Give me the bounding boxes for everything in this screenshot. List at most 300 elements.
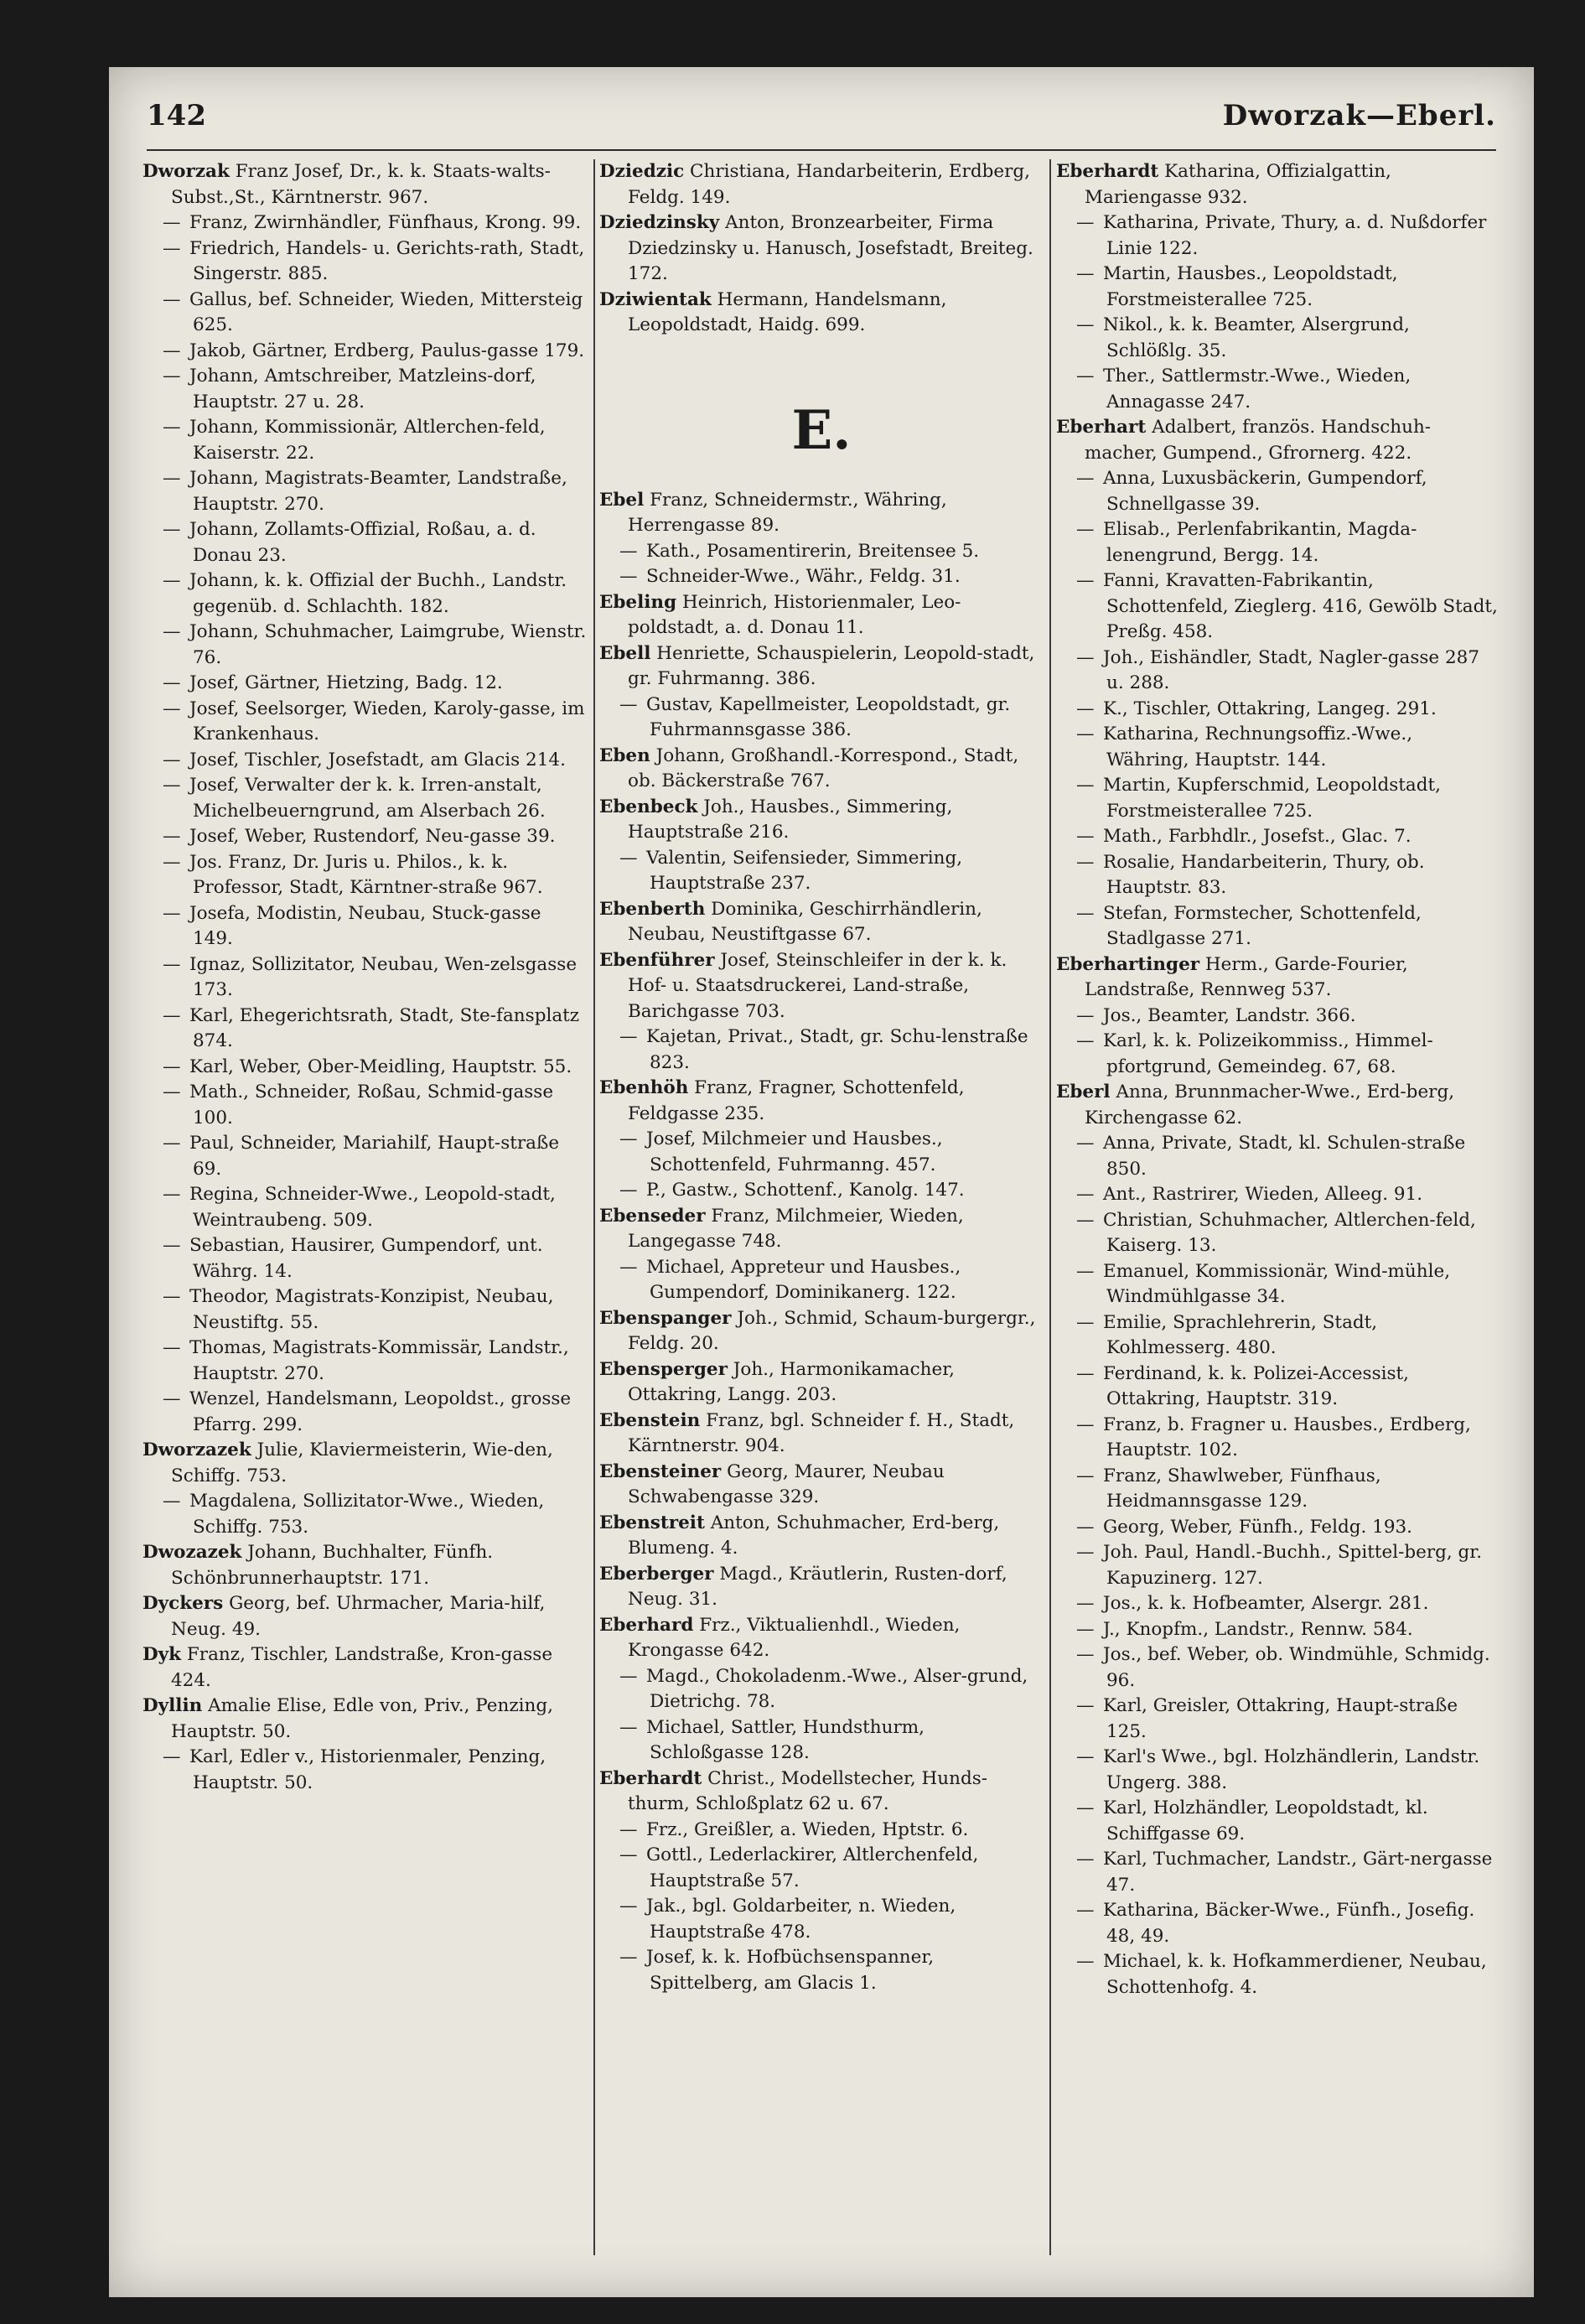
directory-subentry	[1056, 1617, 1500, 1643]
entry-dash: —	[619, 1665, 638, 1687]
entry-text: Joh., Hausbes., Simmering, Hauptstraße 216.	[628, 796, 953, 843]
entry-dash: —	[163, 826, 181, 847]
entry-text: Ignaz, Sollizitator, Neubau, Wen-zelsgasse 173.	[189, 953, 578, 1000]
entry-text: Kath., Posamentirerin, Breitensee 5.	[646, 540, 980, 562]
entry-text: Michael, k. k. Hofkammerdiener, Neubau, Schottenhofg. 4.	[1103, 1951, 1487, 1998]
entry-surname: Eberhardt	[599, 1767, 702, 1789]
directory-subentry	[142, 210, 587, 236]
entry-text: Fanni, Kravatten-Fabrikantin, Schottenfeld, Zieglerg. 416, Gewölb Stadt, Preßg. 458.	[1103, 570, 1498, 642]
entry-dash: —	[163, 749, 181, 770]
entry-text: Nikol., k. k. Beamter, Alsergrund, Schlößlg. 35.	[1103, 314, 1410, 361]
entry-dash: —	[163, 340, 181, 361]
entry-dash: —	[163, 1337, 181, 1358]
entry-text: Franz, Schneidermstr., Währing, Herrengasse 89.	[628, 489, 947, 536]
entry-text: Anna, Luxusbäckerin, Gumpendorf, Schnellgasse 39.	[1103, 468, 1427, 515]
directory-subentry	[1056, 1515, 1500, 1541]
directory-entry	[1056, 415, 1500, 466]
entry-dash: —	[1076, 1030, 1095, 1051]
directory-subentry	[1056, 1796, 1500, 1847]
directory-subentry	[1056, 1182, 1500, 1208]
directory-page	[109, 67, 1534, 2297]
entry-text: Johann, Schuhmacher, Laimgrube, Wienstr. 76.	[189, 621, 587, 668]
entry-dash: —	[619, 1844, 638, 1865]
entry-dash: —	[1076, 1184, 1095, 1205]
entry-text: Michael, Sattler, Hundsthurm, Schloßgasse 128.	[646, 1716, 925, 1763]
entry-text: Johann, Amtschreiber, Matzleins-dorf, Hauptstr. 27 u. 28.	[189, 366, 536, 412]
entry-dash: —	[619, 693, 638, 715]
entry-surname: Ebensperger	[599, 1358, 728, 1380]
entry-text: Josef, Tischler, Josefstadt, am Glacis 214.	[189, 749, 566, 770]
directory-entry	[599, 1408, 1044, 1460]
directory-subentry	[142, 1055, 587, 1081]
entry-dash: —	[1076, 1209, 1095, 1231]
entry-surname: Eberberger	[599, 1563, 714, 1585]
entry-text: Herm., Garde-Fourier, Landstraße, Rennweg 537.	[1085, 953, 1408, 1000]
entry-dash: —	[163, 417, 181, 438]
directory-entry	[599, 948, 1044, 1025]
directory-entry	[599, 288, 1044, 339]
entry-text: Karl, Edler v., Historienmaler, Penzing, Hauptstr. 50.	[189, 1746, 546, 1793]
entry-text: Josef, Steinschleifer in der k. k. Hof- u. Staatsdruckerei, Land-straße, Barichgasse 703.	[628, 949, 1007, 1022]
entry-text: Hermann, Handelsmann, Leopoldstadt, Haidg. 699.	[628, 288, 947, 335]
directory-subentry	[1056, 1131, 1500, 1182]
entry-surname: Ebeling	[599, 591, 677, 613]
entry-dash: —	[163, 1004, 181, 1026]
entry-text: Martin, Hausbes., Leopoldstadt, Forstmeisterallee 725.	[1103, 263, 1398, 310]
directory-subentry	[1056, 1464, 1500, 1515]
directory-subentry	[142, 517, 587, 568]
entry-text: P., Gastw., Schottenf., Kanolg. 147.	[646, 1180, 965, 1201]
entry-text: Valentin, Seifensieder, Simmering, Hauptstraße 237.	[646, 847, 963, 894]
entry-dash: —	[163, 468, 181, 489]
column-2	[599, 159, 1044, 2272]
directory-subentry	[142, 466, 587, 517]
entry-text: Magdalena, Sollizitator-Wwe., Wieden, Schiffg. 753.	[189, 1491, 545, 1538]
entry-surname: Eberhard	[599, 1614, 694, 1636]
entry-text: Johann, Magistrats-Beamter, Landstraße, Hauptstr. 270.	[189, 468, 567, 515]
entry-text: Dominika, Geschirrhändlerin, Neubau, Neustiftgasse 67.	[628, 898, 982, 945]
entry-dash: —	[1076, 1362, 1095, 1384]
entry-dash: —	[1076, 212, 1095, 233]
column-divider	[1049, 159, 1051, 2255]
entry-text: Ant., Rastrirer, Wieden, Alleeg. 91.	[1103, 1184, 1423, 1205]
entry-text: Gottl., Lederlackirer, Altlerchenfeld, Hauptstraße 57.	[646, 1844, 979, 1891]
directory-subentry	[599, 1127, 1044, 1178]
column-1	[142, 159, 587, 2272]
entry-text: Josef, k. k. Hofbüchsenspanner, Spittelberg, am Glacis 1.	[646, 1947, 935, 1994]
entry-surname: Dwozazek	[142, 1542, 242, 1563]
directory-entry	[599, 897, 1044, 948]
entry-surname: Eberhart	[1056, 417, 1147, 438]
entry-text: Johann, Kommissionär, Altlerchen-feld, Kaiserstr. 22.	[189, 417, 546, 464]
entry-surname: Ebenspanger	[599, 1307, 732, 1329]
directory-subentry	[1056, 1694, 1500, 1745]
entry-text: Friedrich, Handels- u. Gerichts-rath, Stadt, Singerstr. 885.	[189, 237, 585, 284]
entry-dash: —	[1076, 698, 1095, 719]
entry-dash: —	[163, 621, 181, 642]
directory-subentry	[599, 1025, 1044, 1076]
directory-entry	[599, 1204, 1044, 1255]
entry-surname: Eberhartinger	[1056, 953, 1200, 975]
directory-subentry	[142, 1004, 587, 1055]
entry-text: Ther., Sattlermstr.-Wwe., Wieden, Annagasse 247.	[1103, 366, 1411, 412]
entry-surname: Eberhardt	[1056, 161, 1159, 182]
entry-text: Amalie Elise, Edle von, Priv., Penzing, Hauptstr. 50.	[171, 1695, 553, 1742]
directory-subentry	[599, 1818, 1044, 1844]
directory-subentry	[142, 288, 587, 339]
entry-dash: —	[619, 847, 638, 869]
entry-text: Schneider-Wwe., Währ., Feldg. 31.	[646, 566, 961, 587]
entry-text: Franz, b. Fragner u. Hausbes., Erdberg, Hauptstr. 102.	[1103, 1414, 1471, 1460]
entry-dash: —	[163, 1184, 181, 1205]
directory-entry	[1056, 952, 1500, 1004]
entry-text: Sebastian, Hausirer, Gumpendorf, unt. Währg. 14.	[189, 1235, 543, 1282]
directory-entry	[142, 159, 587, 210]
column-2-entries	[599, 488, 1044, 1997]
entry-surname: Ebenbeck	[599, 796, 698, 817]
entry-text: Stefan, Formstecher, Schottenfeld, Stadlgasse 271.	[1103, 902, 1422, 949]
entry-dash: —	[163, 1388, 181, 1409]
entry-text: Theodor, Magistrats-Konzipist, Neubau, Neustiftg. 55.	[189, 1286, 554, 1333]
entry-text: Rosalie, Handarbeiterin, Thury, ob. Hauptstr. 83.	[1103, 851, 1425, 898]
directory-subentry	[1056, 722, 1500, 773]
directory-subentry	[142, 901, 587, 952]
directory-entry	[142, 1438, 587, 1489]
entry-dash: —	[1076, 1618, 1095, 1640]
directory-entry	[599, 795, 1044, 846]
directory-subentry	[142, 671, 587, 697]
entry-text: Math., Farbhdlr., Josefst., Glac. 7.	[1103, 826, 1411, 847]
directory-subentry	[142, 1182, 587, 1233]
entry-text: Emanuel, Kommissionär, Wind-mühle, Windmühlgasse 34.	[1103, 1260, 1451, 1307]
entry-dash: —	[163, 237, 181, 259]
directory-subentry	[142, 850, 587, 901]
running-head: Dworzak—Eberl.	[1222, 99, 1496, 132]
entry-surname: Ebenstein	[599, 1409, 701, 1431]
entry-surname: Eben	[599, 744, 650, 766]
entry-dash: —	[619, 1896, 638, 1917]
directory-subentry	[1056, 210, 1500, 262]
page-header	[147, 91, 1496, 151]
entry-dash: —	[619, 1716, 638, 1738]
entry-dash: —	[1076, 1900, 1095, 1921]
entry-text: Wenzel, Handelsmann, Leopoldst., grosse Pfarrg. 299.	[189, 1388, 572, 1435]
entry-dash: —	[163, 1082, 181, 1102]
directory-subentry	[1056, 466, 1500, 517]
entry-dash: —	[1076, 1311, 1095, 1333]
entry-dash: —	[163, 1133, 181, 1154]
entry-dash: —	[1076, 519, 1095, 540]
entry-text: Christian, Schuhmacher, Altlerchen-feld, Kaiserg. 13.	[1103, 1209, 1476, 1256]
entry-text: Jos., bef. Weber, ob. Windmühle, Schmidg. 96.	[1103, 1644, 1490, 1691]
directory-entry	[599, 590, 1044, 641]
entry-dash: —	[1076, 1797, 1095, 1818]
directory-entry	[142, 1642, 587, 1694]
entry-surname: Dyllin	[142, 1695, 203, 1716]
directory-subentry	[1056, 646, 1500, 697]
directory-entry	[142, 1540, 587, 1591]
directory-subentry	[1056, 901, 1500, 952]
entry-text: Henriette, Schauspielerin, Leopold-stadt, gr. Fuhrmanng. 386.	[628, 642, 1035, 689]
entry-surname: Dziedzinsky	[599, 212, 720, 233]
section-letter: E.	[791, 398, 852, 462]
entry-dash: —	[1076, 1644, 1095, 1665]
entry-dash: —	[1076, 826, 1095, 847]
directory-entry	[599, 744, 1044, 795]
directory-subentry	[1056, 1004, 1500, 1030]
directory-subentry	[142, 415, 587, 466]
directory-subentry	[1056, 1540, 1500, 1591]
entry-text: Josef, Weber, Rustendorf, Neu-gasse 39.	[189, 826, 556, 847]
directory-subentry	[599, 693, 1044, 744]
entry-text: Jos. Franz, Dr. Juris u. Philos., k. k. Professor, Stadt, Kärntner-straße 967.	[189, 851, 543, 898]
directory-subentry	[142, 568, 587, 620]
entry-dash: —	[1076, 851, 1095, 873]
directory-entry	[599, 1076, 1044, 1127]
entry-text: Johann, k. k. Offizial der Buchh., Landstr. gegenüb. d. Schlachth. 182.	[189, 570, 567, 617]
directory-subentry	[1056, 1208, 1500, 1259]
entry-dash: —	[1076, 314, 1095, 335]
entry-dash: —	[1076, 1133, 1095, 1154]
directory-entry	[599, 1613, 1044, 1664]
entry-text: Magd., Kräutlerin, Rusten-dorf, Neug. 31.	[628, 1563, 1007, 1610]
entry-dash: —	[163, 1235, 181, 1256]
entry-text: Gustav, Kapellmeister, Leopoldstadt, gr. Fuhrmannsgasse 386.	[646, 693, 1011, 740]
entry-dash: —	[1076, 366, 1095, 386]
entry-text: Karl, k. k. Polizeikommiss., Himmel-pfortgrund, Gemeindeg. 67, 68.	[1103, 1030, 1433, 1077]
entry-dash: —	[163, 1286, 181, 1307]
entry-text: Frz., Viktualienhdl., Wieden, Krongasse 642.	[628, 1614, 961, 1661]
entry-surname: Ebenseder	[599, 1205, 706, 1227]
directory-subentry	[1056, 262, 1500, 313]
entry-dash: —	[1076, 1849, 1095, 1870]
entry-text: Karl, Weber, Ober-Meidling, Hauptstr. 55.	[189, 1056, 572, 1077]
entry-text: Christiana, Handarbeiterin, Erdberg, Feldg. 149.	[628, 161, 1030, 208]
entry-text: Thomas, Magistrats-Kommissär, Landstr., Hauptstr. 270.	[189, 1337, 569, 1384]
entry-text: Georg, Maurer, Neubau Schwabengasse 329.	[628, 1460, 945, 1507]
entry-text: Katharina, Bäcker-Wwe., Fünfh., Josefig. 48, 49.	[1103, 1900, 1475, 1947]
entry-text: Georg, bef. Uhrmacher, Maria-hilf, Neug. 49.	[171, 1593, 546, 1640]
entry-text: Martin, Kupferschmid, Leopoldstadt, Forstmeisterallee 725.	[1103, 775, 1441, 822]
entry-surname: Dziedzic	[599, 161, 685, 182]
entry-dash: —	[163, 519, 181, 540]
directory-entry	[599, 488, 1044, 539]
entry-text: Karl, Greisler, Ottakring, Haupt-straße 125.	[1103, 1695, 1458, 1742]
entry-dash: —	[619, 540, 638, 562]
entry-dash: —	[163, 953, 181, 975]
directory-subentry	[1056, 364, 1500, 415]
entry-dash: —	[619, 1818, 638, 1840]
entry-text: Karl's Wwe., bgl. Holzhändlerin, Landstr. Ungerg. 388.	[1103, 1746, 1480, 1793]
entry-surname: Dziwientak	[599, 288, 712, 310]
directory-subentry	[1056, 1362, 1500, 1413]
directory-subentry	[1056, 850, 1500, 901]
entry-dash: —	[1076, 775, 1095, 796]
directory-subentry	[142, 1233, 587, 1284]
entry-surname: Ebenhöh	[599, 1077, 689, 1098]
directory-subentry	[599, 1945, 1044, 1996]
entry-text: Regina, Schneider-Wwe., Leopold-stadt, Weintraubeng. 509.	[189, 1184, 556, 1231]
directory-subentry	[599, 846, 1044, 897]
entry-dash: —	[163, 775, 181, 796]
directory-subentry	[599, 1715, 1044, 1766]
entry-dash: —	[619, 1947, 638, 1968]
directory-subentry	[599, 1894, 1044, 1945]
directory-subentry	[599, 1843, 1044, 1894]
entry-text: Karl, Ehegerichtsrath, Stadt, Ste-fansplatz 874.	[189, 1004, 580, 1051]
directory-subentry	[142, 339, 587, 365]
entry-text: Christ., Modellstecher, Hunds-thurm, Schloßplatz 62 u. 67.	[628, 1767, 988, 1814]
entry-dash: —	[1076, 1465, 1095, 1486]
directory-entry	[599, 1357, 1044, 1408]
entry-surname: Eberl	[1056, 1082, 1111, 1102]
entry-text: Ferdinand, k. k. Polizei-Accessist, Ottakring, Hauptstr. 319.	[1103, 1362, 1409, 1409]
directory-entry	[599, 1460, 1044, 1511]
entry-dash: —	[1076, 646, 1095, 668]
directory-subentry	[1056, 773, 1500, 824]
entry-text: Johann, Zollamts-Offizial, Roßau, a. d. Donau 23.	[189, 519, 536, 566]
directory-subentry	[1056, 697, 1500, 723]
directory-subentry	[1056, 1847, 1500, 1898]
directory-subentry	[142, 364, 587, 415]
entry-text: Franz, Tischler, Landstraße, Kron-gasse 424.	[171, 1644, 553, 1691]
entry-dash: —	[163, 851, 181, 873]
entry-text: Math., Schneider, Roßau, Schmid-gasse 100.	[189, 1082, 554, 1128]
entry-text: Josefa, Modistin, Neubau, Stuck-gasse 149.	[189, 902, 541, 949]
directory-subentry	[142, 773, 587, 824]
entry-dash: —	[1076, 1542, 1095, 1563]
directory-subentry	[142, 952, 587, 1004]
entry-text: Joh. Paul, Handl.-Buchh., Spittel-berg, gr. Kapuzinerg. 127.	[1103, 1542, 1483, 1589]
entry-dash: —	[1076, 1695, 1095, 1716]
entry-dash: —	[619, 1128, 638, 1149]
column-3	[1056, 159, 1500, 2272]
directory-subentry	[1056, 1029, 1500, 1080]
entry-text: Jos., k. k. Hofbeamter, Alsergr. 281.	[1103, 1593, 1429, 1614]
directory-subentry	[142, 1489, 587, 1540]
directory-entry	[599, 1306, 1044, 1357]
directory-subentry	[1056, 1259, 1500, 1310]
entry-surname: Ebensteiner	[599, 1460, 722, 1482]
directory-entry	[1056, 1080, 1500, 1131]
entry-text: Gallus, bef. Schneider, Wieden, Mittersteig 625.	[189, 288, 583, 335]
entry-text: Josef, Seelsorger, Wieden, Karoly-gasse, im Krankenhaus.	[189, 698, 585, 744]
entry-text: Julie, Klaviermeisterin, Wie-den, Schiffg. 753.	[171, 1440, 553, 1486]
entry-dash: —	[1076, 1516, 1095, 1538]
directory-subentry	[142, 1131, 587, 1182]
directory-subentry	[142, 1336, 587, 1387]
entry-text: Karl, Tuchmacher, Landstr., Gärt-nergasse 47.	[1103, 1849, 1493, 1896]
directory-subentry	[142, 620, 587, 671]
entry-dash: —	[619, 1256, 638, 1278]
entry-text: Johann, Großhandl.-Korrespond., Stadt, ob. Bäckerstraße 767.	[628, 744, 1019, 791]
directory-subentry	[1056, 568, 1500, 646]
directory-subentry	[599, 1178, 1044, 1204]
entry-text: J., Knopfm., Landstr., Rennw. 584.	[1103, 1618, 1413, 1640]
directory-entry	[599, 1562, 1044, 1613]
entry-text: K., Tischler, Ottakring, Langeg. 291.	[1103, 698, 1437, 719]
directory-entry	[142, 1694, 587, 1745]
entry-dash: —	[1076, 570, 1095, 591]
entry-text: Kajetan, Privat., Stadt, gr. Schu-lenstraße 823.	[646, 1026, 1028, 1073]
entry-text: Georg, Weber, Fünfh., Feldg. 193.	[1103, 1516, 1413, 1538]
entry-surname: Ebenberth	[599, 898, 706, 920]
directory-entry	[599, 210, 1044, 288]
entry-text: Anna, Private, Stadt, kl. Schulen-straße 850.	[1103, 1133, 1466, 1180]
directory-subentry	[142, 748, 587, 774]
directory-subentry	[1056, 1949, 1500, 2000]
entry-text: Josef, Milchmeier und Hausbes., Schottenfeld, Fuhrmanng. 457.	[646, 1128, 943, 1175]
entry-text: Frz., Greißler, a. Wieden, Hptstr. 6.	[646, 1818, 969, 1840]
entry-surname: Dworzazek	[142, 1440, 251, 1460]
directory-subentry	[599, 1255, 1044, 1306]
entry-text: Franz, Milchmeier, Wieden, Langegasse 748.	[628, 1205, 964, 1252]
directory-subentry	[142, 1080, 587, 1131]
entry-text: Michael, Appreteur und Hausbes., Gumpendorf, Dominikanerg. 122.	[646, 1256, 961, 1303]
page-number: 142	[147, 99, 206, 132]
entry-text: Franz, Zwirnhändler, Fünfhaus, Krong. 99.	[189, 212, 582, 233]
directory-entry	[599, 1766, 1044, 1818]
entry-text: Karl, Holzhändler, Leopoldstadt, kl. Schiffgasse 69.	[1103, 1797, 1428, 1844]
entry-text: Josef, Gärtner, Hietzing, Badg. 12.	[189, 672, 503, 693]
entry-text: Joh., Schmid, Schaum-burgergr., Feldg. 20.	[628, 1307, 1036, 1354]
directory-subentry	[1056, 1310, 1500, 1362]
entry-dash: —	[619, 1180, 638, 1201]
entry-dash: —	[163, 672, 181, 693]
directory-entry	[599, 1511, 1044, 1562]
directory-subentry	[142, 236, 587, 288]
entry-dash: —	[1076, 1004, 1095, 1026]
entry-text: Anna, Brunnmacher-Wwe., Erd-berg, Kirchengasse 62.	[1085, 1082, 1455, 1128]
entry-surname: Dyckers	[142, 1593, 224, 1614]
entry-text: Franz, bgl. Schneider f. H., Stadt, Kärntnerstr. 904.	[628, 1409, 1015, 1456]
entry-text: Johann, Buchhalter, Fünfh. Schönbrunnerhauptstr. 171.	[171, 1542, 494, 1589]
entry-dash: —	[1076, 1414, 1095, 1435]
entry-text: Katharina, Private, Thury, a. d. Nußdorfer Linie 122.	[1103, 212, 1487, 259]
entry-dash: —	[163, 288, 181, 310]
entry-text: Josef, Verwalter der k. k. Irren-anstalt, Michelbeuerngrund, am Alserbach 26.	[189, 775, 546, 822]
entry-text: Adalbert, französ. Handschuh-macher, Gumpend., Gfrornerg. 422.	[1085, 417, 1432, 464]
entry-text: Franz Josef, Dr., k. k. Staats-walts-Subst.,St., Kärntnerstr. 967.	[171, 161, 551, 208]
directory-subentry	[599, 539, 1044, 565]
directory-subentry	[1056, 1898, 1500, 1949]
entry-dash: —	[1076, 1260, 1095, 1282]
entry-dash: —	[1076, 468, 1095, 489]
entry-text: Katharina, Offizialgattin, Mariengasse 932.	[1085, 161, 1391, 208]
entry-dash: —	[1076, 1593, 1095, 1614]
entry-dash: —	[163, 1491, 181, 1512]
entry-dash: —	[619, 1026, 638, 1047]
directory-entry	[599, 641, 1044, 693]
directory-subentry	[599, 564, 1044, 590]
entry-dash: —	[1076, 902, 1095, 924]
directory-entry	[1056, 159, 1500, 210]
entry-dash: —	[619, 566, 638, 587]
entry-dash: —	[1076, 1951, 1095, 1972]
directory-subentry	[1056, 1642, 1500, 1694]
directory-subentry	[142, 824, 587, 850]
entry-dash: —	[1076, 263, 1095, 284]
entry-text: Katharina, Rechnungsoffiz.-Wwe., Währing, Hauptstr. 144.	[1103, 724, 1413, 770]
column-2-top-entries	[599, 159, 1044, 339]
directory-subentry	[1056, 517, 1500, 568]
entry-text: Elisab., Perlenfabrikantin, Magda-lenengrund, Bergg. 14.	[1103, 519, 1417, 566]
entry-dash: —	[163, 366, 181, 386]
entry-text: Anton, Schuhmacher, Erd-berg, Blumeng. 4.	[628, 1512, 1000, 1559]
entry-text: Anton, Bronzearbeiter, Firma Dziedzinsky u. Hanusch, Josefstadt, Breiteg. 172.	[628, 212, 1033, 284]
directory-subentry	[1056, 824, 1500, 850]
directory-subentry	[142, 1745, 587, 1796]
